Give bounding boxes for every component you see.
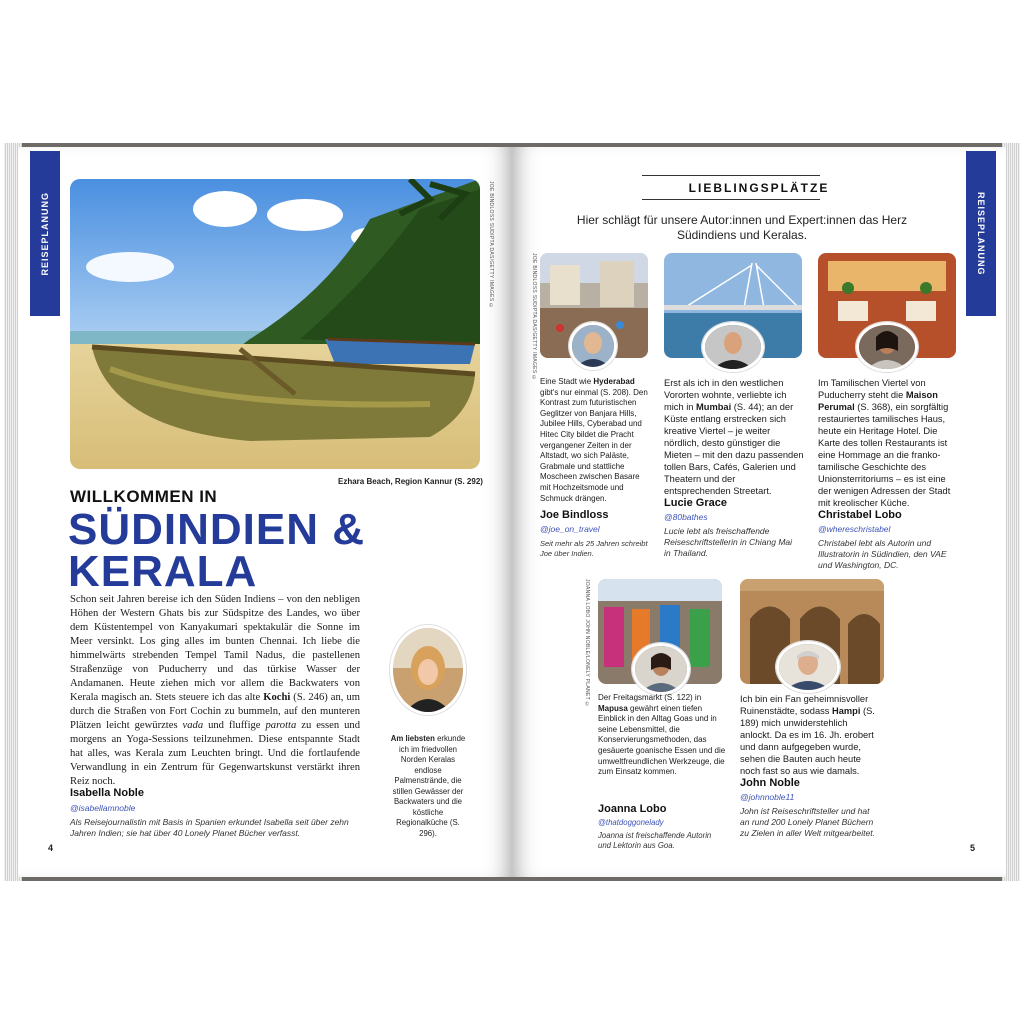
photo-credit-hyderabad: JOE BINDLOSS SUDIPTA DAS/GETTY IMAGES ©: [531, 253, 537, 382]
section-intro: Hier schlägt für unsere Autor:innen und Expert:innen das Herz Südindiens und Keralas.: [576, 213, 908, 242]
author-handle[interactable]: @isabellamnoble: [70, 803, 136, 813]
contributor-name-christabel: Christabel Lobo: [818, 509, 902, 521]
title-rule-top: [642, 175, 820, 176]
entry-mumbai: Erst als ich in den westlichen Vororten wohnte, verliebte ich mich in Mumbai (S. 44); an der Küste entlang erstrecken sich kreative Viertel – je weiter nördlich, desto günstiger die Mieten – mit den dazu passenden tollen Bars, Cafés, Galerien und Theatern und der entsprechenden Streetart.: [664, 378, 804, 496]
page-number-right: 5: [970, 843, 976, 853]
title-rule-bottom: [642, 199, 820, 200]
contributor-bio-joe: Seit mehr als 25 Jahren schreibt Joe über Indien.: [540, 539, 648, 558]
author-bio: Als Reisejournalistin mit Basis in Spanien erkundet Isabella seit über zehn Jahren Indien; sie hat über 40 Lonely Planet Bücher verfasst.: [70, 817, 349, 838]
contributor-bio-christabel: Christabel lebt als Autorin und Illustratorin in Südindien, den VAE und Washington, DC.: [818, 538, 947, 570]
avatar-john-noble: [776, 641, 840, 693]
contributor-handle-joanna[interactable]: @thatdoggonelady: [598, 818, 664, 827]
contributor-handle-john[interactable]: @johnnoble11: [740, 792, 795, 802]
section-tab-left: REISEPLANUNG: [30, 151, 60, 316]
contributor-name-john: John Noble: [740, 777, 800, 789]
photo-credit-hero: JOE BINDLOSS SUDIPTA DAS/GETTY IMAGES ©: [488, 181, 494, 310]
open-book: [4, 143, 1020, 881]
contributor-handle-christabel[interactable]: @whereschristabel: [818, 524, 891, 534]
contributor-name-joanna: Joanna Lobo: [598, 803, 667, 815]
side-caption: Am liebsten erkunde ich im friedvollen Norden Keralas endlose Palmenstrände, die stillen Gewässer der Backwaters und die köstliche Regionalküche (S. 296).: [390, 734, 466, 838]
entry-puducherry: Im Tamilischen Viertel von Puducherry steht die Maison Perumal (S. 368), ein sorgfältig restauriertes tamilisches Haus, heute ein Heritage Hotel. Die Karte des tollen Restaurants ist eine Hommage an die franko-tamilische Geschichte des Unionsterritoriums – es ist eine der wenigen Adressen der Stadt mit kreolischer Küche.: [818, 378, 951, 508]
contributor-bio-lucie: Lucie lebt als freischaffende Reiseschriftstellerin in Chiang Mai in Thailand.: [664, 526, 793, 558]
hero-caption: Ezhara Beach, Region Kannur (S. 292): [338, 477, 483, 486]
intro-body-text: Schon seit Jahren bereise ich den Süden Indiens – von den nebligen Höhen der Western Ghats bis zur Südspitze des Landes, wo über dem Küstentempel von Kanyakumari spektakulär die Sonne im Meer versinkt. Los ging alles im bunten Chennai. Ich liebe die himmelwärts strebenden Tempel Tamil Nadus, die pastellenen Straßenzüge von Puducherry und das türkise Wasser der Andamanen. Heute ziehen mich vor allem die Backwaters von Kerala magisch an. Stets steuere ich das alte Kochi (S. 246) an, um durch die Straßen von Fort Cochin zu bummeln, auf den munteren Plätzen leicht gewürztes vada und fluffige parotta zu essen und morgens an Yoga-Sessions teilzunehmen. Diese entspannte Stadt hat alles, was Kerala zum Leuchten bringt. Und die fortlaufende Verwandlung in ein Zentrum für Gegenwartskunst verstärkt ihren Reiz noch.: [70, 594, 361, 787]
entry-mapusa: Der Freitagsmarkt (S. 122) in Mapusa gewährt einen tiefen Einblick in den Alltag Goas und in seine Lebensmittel, die Konservierungsmethoden, das gesäuerte goanische Essen und die umweltfreundlichen Werkzeuge, die zum Einsatz kommen.: [598, 693, 726, 777]
entry-hyderabad: Eine Stadt wie Hyderabad gibt's nur einmal (S. 208). Den Kontrast zum futuristischen Geglitzer von Banjara Hills, Jubilee Hills, Cyberabad und Hitec City bildet die Pracht vergangener Zeiten in der Altstadt, wo sich Paläste, Grabmale und stattliche Moscheen zwischen Basare mit Hochzeitsmode und Schmuck drängen.: [540, 377, 648, 503]
contributor-handle-joe[interactable]: @joe_on_travel: [540, 524, 600, 534]
avatar-christabel-lobo: [856, 322, 918, 372]
right-page: [512, 147, 1006, 877]
contributor-name-joe: Joe Bindloss: [540, 509, 609, 521]
author-name: Isabella Noble: [70, 787, 144, 799]
contributor-name-lucie: Lucie Grace: [664, 497, 727, 509]
contributor-bio-joanna: Joanna ist freischaffende Autorin und Lektorin aus Goa.: [598, 831, 712, 850]
entry-hampi: Ich bin ein Fan geheimnisvoller Ruinenstädte, sodass Hampi (S. 189) mich unwiderstehlich anlockt. Da es im 16. Jh. erobert und dann aufgegeben wurde, sehen die Bauten auch heute noch fast so aus wie damals.: [740, 694, 875, 776]
contributor-handle-lucie[interactable]: @80bathes: [664, 512, 708, 522]
photo-credit-market: JOANNA LOBO JOHN NOBLE/LONELY PLANET ©: [584, 579, 590, 708]
hero-photo-beach: [70, 179, 480, 469]
contributor-bio-john: John ist Reiseschriftsteller und hat an rund 200 Lonely Planet Büchern zu Zielen in aller Welt mitgearbeitet.: [740, 806, 875, 838]
avatar-joanna-lobo: [632, 643, 690, 695]
page-title: SÜDINDIEN & KERALA: [68, 505, 366, 596]
kicker: WILLKOMMEN IN: [70, 487, 218, 506]
left-page: [18, 147, 512, 877]
avatar-joe-bindloss: [569, 322, 617, 370]
avatar-lucie-grace: [702, 322, 764, 372]
avatar-isabella-noble: [390, 625, 466, 715]
page-number-left: 4: [48, 843, 54, 853]
section-title: LIEBLINGSPLÄTZE: [688, 181, 830, 195]
section-tab-right: REISEPLANUNG: [966, 151, 996, 316]
